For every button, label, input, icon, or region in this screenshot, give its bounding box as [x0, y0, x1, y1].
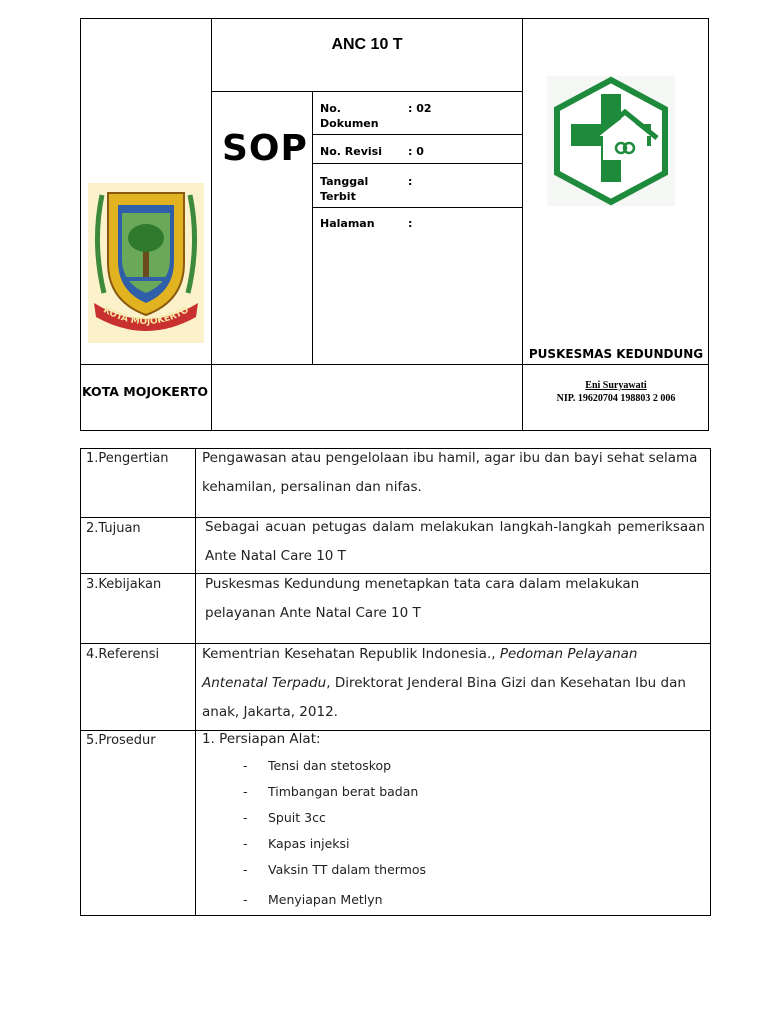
bullet-dash: -	[243, 892, 248, 907]
sop-label: SOP	[222, 128, 308, 169]
section-label-tujuan: 2.Tujuan	[86, 521, 141, 536]
section-text-referensi	[202, 640, 707, 727]
meta-value-tanggal-terbit: :	[408, 175, 413, 188]
prosedur-intro: 1. Persiapan Alat:	[202, 731, 321, 747]
prosedur-item: Vaksin TT dalam thermos	[268, 862, 427, 877]
meta-label-halaman: Halaman	[320, 217, 375, 230]
section-text-kebijakan: Puskesmas Kedundung menetapkan tata cara dalam melakukan pelayanan Ante Natal Care 10 T	[205, 576, 640, 621]
meta-value-no-revisi: : 0	[408, 145, 424, 158]
city-name: KOTA MOJOKERTO	[81, 384, 209, 399]
meta-value-no-dokumen: : 02	[408, 102, 432, 115]
meta-label-tanggal-terbit: Tanggal Terbit	[320, 175, 369, 203]
signer-nip: NIP. 19620704 198803 2 006	[556, 393, 676, 404]
meta-label-no-dokumen: No. Dokumen	[320, 102, 379, 130]
section-text-pengertian: Pengawasan atau pengelolaan ibu hamil, agar ibu dan bayi sehat selama kehamilan, persalinan dan nifas.	[202, 450, 698, 495]
meta-label-no-revisi: No. Revisi	[320, 145, 382, 158]
city-crest-logo	[88, 183, 204, 343]
bullet-dash: -	[243, 784, 248, 799]
prosedur-item: Menyiapan Metlyn	[268, 892, 383, 907]
referensi-publisher: , Direktorat Jenderal Bina Gizi dan Kesehatan Ibu dan anak, Jakarta, 2012.	[202, 675, 686, 720]
prosedur-item: Tensi dan stetoskop	[268, 758, 392, 773]
prosedur-item: Timbangan berat badan	[268, 784, 419, 799]
organization-name: PUSKESMAS KEDUNDUNG	[528, 347, 704, 361]
signer-name: Eni Suryawati	[585, 380, 647, 391]
prosedur-item: Spuit 3cc	[268, 810, 326, 825]
referensi-title: Pedoman Pelayanan Antenatal Terpadu	[202, 646, 638, 691]
referensi-author: Kementrian Kesehatan Republik Indonesia.,	[202, 646, 500, 662]
section-label-prosedur: 5.Prosedur	[86, 733, 156, 748]
section-label-referensi: 4.Referensi	[86, 647, 160, 662]
crest-ribbon-text: KOTA MOJOKERTO	[101, 305, 191, 328]
signer-block	[524, 379, 708, 405]
bullet-dash: -	[243, 758, 248, 773]
document-title: ANC 10 T	[331, 36, 403, 53]
bullet-dash: -	[243, 862, 248, 877]
meta-value-halaman: :	[408, 217, 413, 230]
section-text-tujuan: Sebagai acuan petugas dalam melakukan langkah-langkah pemeriksaan Ante Natal Care 10 T	[205, 519, 705, 564]
puskesmas-logo	[547, 76, 675, 206]
section-label-kebijakan: 3.Kebijakan	[86, 577, 162, 592]
bullet-dash: -	[243, 810, 248, 825]
prosedur-item: Kapas injeksi	[268, 836, 350, 851]
section-label-pengertian: 1.Pengertian	[86, 451, 169, 466]
bullet-dash: -	[243, 836, 248, 851]
